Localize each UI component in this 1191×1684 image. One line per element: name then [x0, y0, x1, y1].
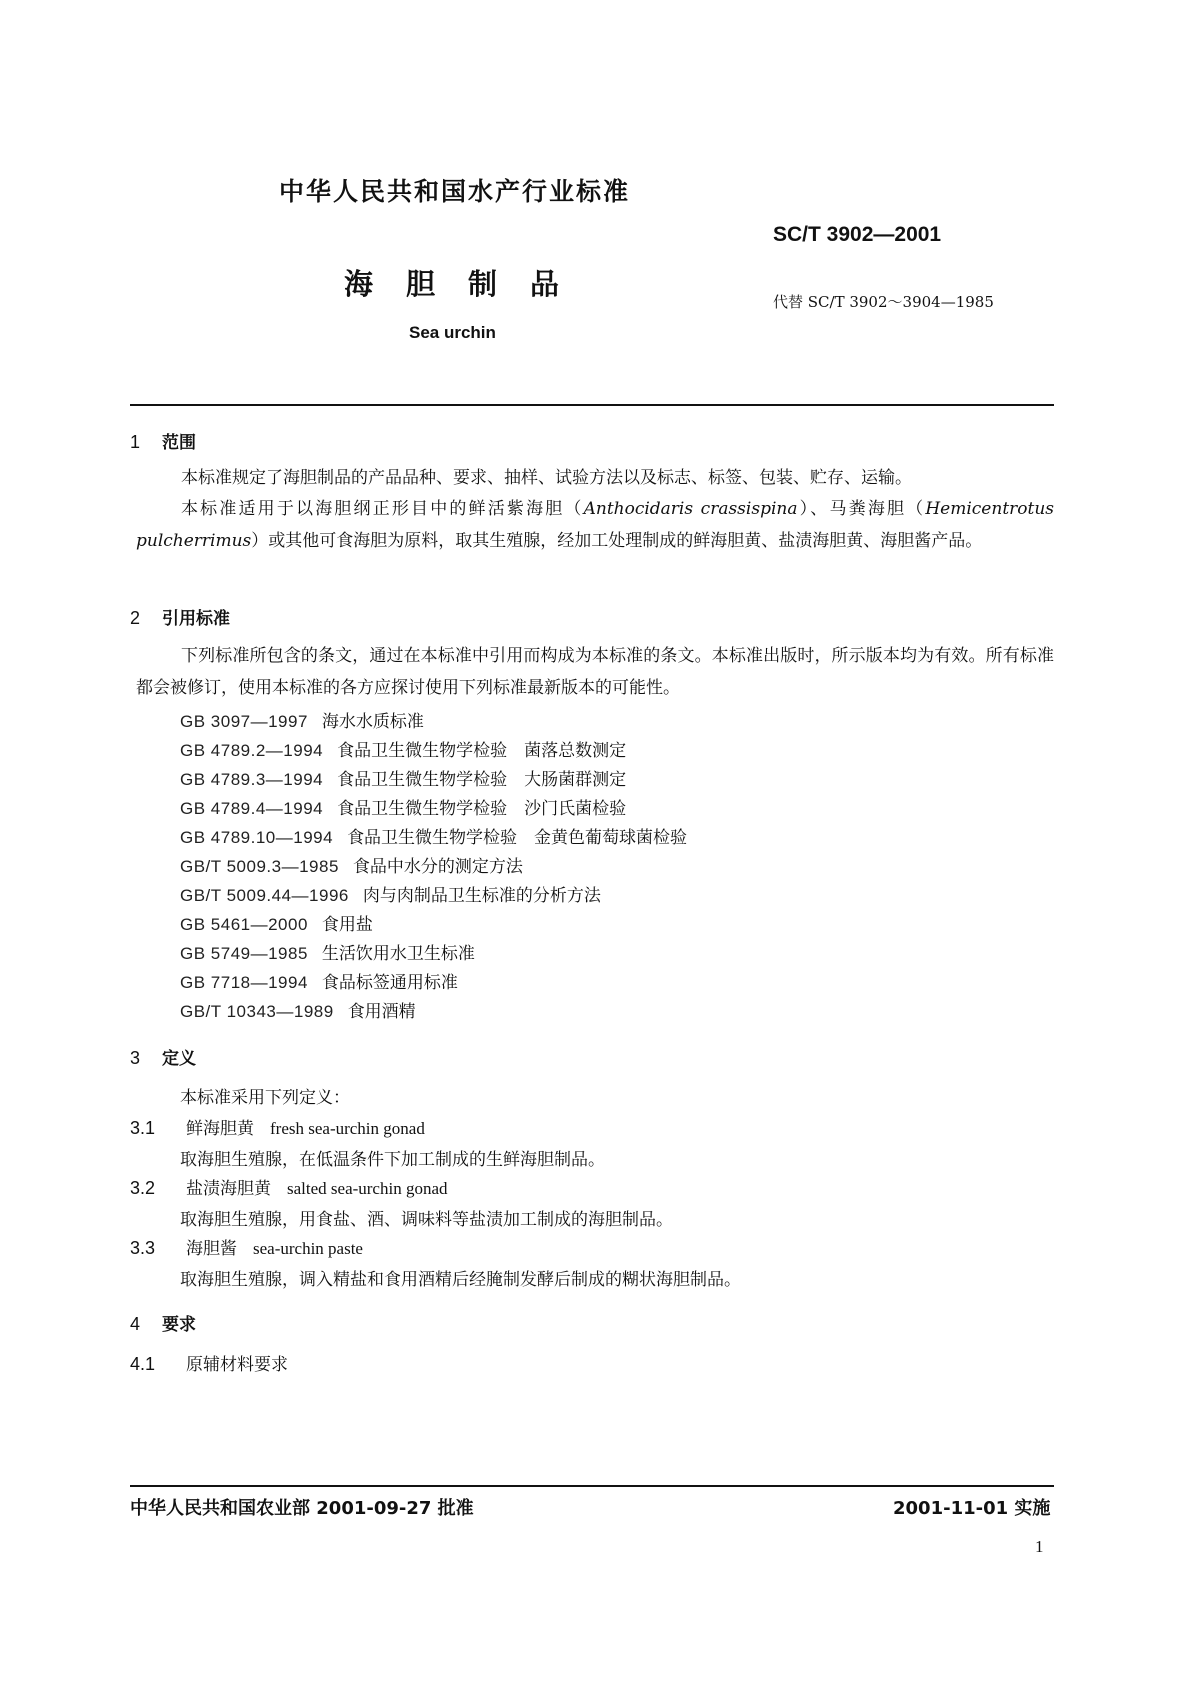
reference-name: 食用盐 [321, 915, 373, 935]
document-title-cn: 海胆制品 [344, 267, 593, 301]
reference-name: 食用酒精 [347, 1002, 416, 1022]
reference-name: 食品卫生微生物学检验 金黄色葡萄球菌检验 [347, 828, 688, 848]
reference-item [180, 707, 424, 732]
reference-code: GB 5749—1985 [180, 944, 308, 963]
standard-code: SC/T 3902—2001 [773, 223, 942, 246]
replaces-note: 代替 SC/T 3902～3904—1985 [773, 293, 994, 311]
subsection-heading-4-1 [130, 1350, 288, 1375]
reference-name: 食品卫生微生物学检验 大肠菌群测定 [337, 770, 627, 790]
definition-text: 取海胆生殖腺，用食盐、酒、调味料等盐渍加工制成的海胆制品。 [180, 1210, 673, 1230]
definition-number: 3.3 [130, 1238, 156, 1258]
reference-item [180, 852, 523, 877]
definition-heading [130, 1114, 425, 1139]
reference-name: 食品卫生微生物学检验 菌落总数测定 [337, 741, 627, 761]
document-title-en: Sea urchin [409, 323, 496, 342]
section-heading-1 [130, 428, 196, 453]
subsection-number: 4.1 [130, 1354, 156, 1374]
footer-divider [130, 1485, 1054, 1487]
reference-name: 食品中水分的测定方法 [352, 857, 523, 877]
definition-heading [130, 1234, 363, 1259]
reference-code: GB 4789.2—1994 [180, 741, 324, 760]
reference-code: GB 4789.10—1994 [180, 828, 334, 847]
scope-paragraph-1: 本标准规定了海胆制品的产品品种、要求、抽样、试验方法以及标志、标签、包装、贮存、运输。 [181, 468, 912, 488]
section-title: 范围 [162, 433, 196, 453]
definition-term-en: sea-urchin paste [253, 1239, 363, 1258]
reference-item [180, 736, 626, 761]
page-number: 1 [1035, 1537, 1044, 1556]
header-divider [130, 404, 1054, 406]
definition-heading [130, 1174, 448, 1199]
reference-name: 海水水质标准 [321, 712, 424, 732]
reference-item [180, 910, 373, 935]
reference-code: GB 4789.4—1994 [180, 799, 324, 818]
species-name-1: Anthocidaris crassispina [583, 499, 798, 519]
reference-name: 食品标签通用标准 [321, 973, 458, 993]
reference-item [180, 794, 626, 819]
definition-term-cn: 鲜海胆黄 [186, 1119, 254, 1139]
issuing-organization: 中华人民共和国水产行业标准 [279, 177, 631, 206]
section-heading-4 [130, 1310, 196, 1335]
definition-number: 3.2 [130, 1178, 156, 1198]
section-number: 1 [130, 432, 141, 452]
definition-text: 取海胆生殖腺，调入精盐和食用酒精后经腌制发酵后制成的糊状海胆制品。 [180, 1270, 741, 1290]
reference-name: 生活饮用水卫生标准 [321, 944, 475, 964]
section-number: 3 [130, 1048, 141, 1068]
reference-item [180, 968, 458, 993]
definition-text: 取海胆生殖腺，在低温条件下加工制成的生鲜海胆制品。 [180, 1150, 605, 1170]
reference-code: GB 3097—1997 [180, 712, 308, 731]
implementation-date: 2001-11-01 实施 [893, 1498, 1051, 1519]
reference-item [180, 765, 626, 790]
section-heading-2 [130, 604, 230, 629]
reference-code: GB 5461—2000 [180, 915, 308, 934]
scope-paragraph-2 [136, 493, 1054, 557]
reference-item [180, 939, 475, 964]
reference-item [180, 881, 601, 906]
section-number: 2 [130, 608, 141, 628]
scope-text-c: ）或其他可食海胆为原料，取其生殖腺，经加工处理制成的鲜海胆黄、盐渍海胆黄、海胆酱产品。 [251, 531, 983, 551]
scope-text-b: ）、马粪海胆（ [797, 499, 926, 519]
definition-term-en: salted sea-urchin gonad [287, 1179, 448, 1198]
section-title: 要求 [162, 1315, 196, 1335]
approval-line: 中华人民共和国农业部 2001-09-27 批准 [130, 1498, 474, 1519]
species-name-2: Hemicentrotus pulcherrimus [136, 499, 1055, 551]
reference-code: GB 7718—1994 [180, 973, 308, 992]
section-title: 引用标准 [162, 609, 230, 629]
reference-code: GB/T 10343—1989 [180, 1002, 334, 1021]
definitions-intro: 本标准采用下列定义： [180, 1088, 350, 1108]
scope-text-a: 本标准适用于以海胆纲正形目中的鲜活紫海胆（ [181, 499, 584, 519]
definition-term-cn: 海胆酱 [186, 1239, 237, 1259]
reference-item [180, 997, 416, 1022]
reference-name: 肉与肉制品卫生标准的分析方法 [362, 886, 601, 906]
reference-code: GB 4789.3—1994 [180, 770, 324, 789]
section-heading-3 [130, 1044, 196, 1069]
reference-item [180, 823, 687, 848]
definition-number: 3.1 [130, 1118, 156, 1138]
reference-name: 食品卫生微生物学检验 沙门氏菌检验 [337, 799, 627, 819]
definition-term-cn: 盐渍海胆黄 [186, 1179, 271, 1199]
reference-code: GB/T 5009.44—1996 [180, 886, 349, 905]
section-title: 定义 [162, 1049, 196, 1069]
section-number: 4 [130, 1314, 141, 1334]
definition-term-en: fresh sea-urchin gonad [270, 1119, 425, 1138]
reference-code: GB/T 5009.3—1985 [180, 857, 339, 876]
subsection-title: 原辅材料要求 [186, 1355, 288, 1375]
references-intro: 下列标准所包含的条文，通过在本标准中引用而构成为本标准的条文。本标准出版时，所示版本均为有效。所有标准都会被修订，使用本标准的各方应探讨使用下列标准最新版本的可能性。 [136, 646, 1054, 698]
